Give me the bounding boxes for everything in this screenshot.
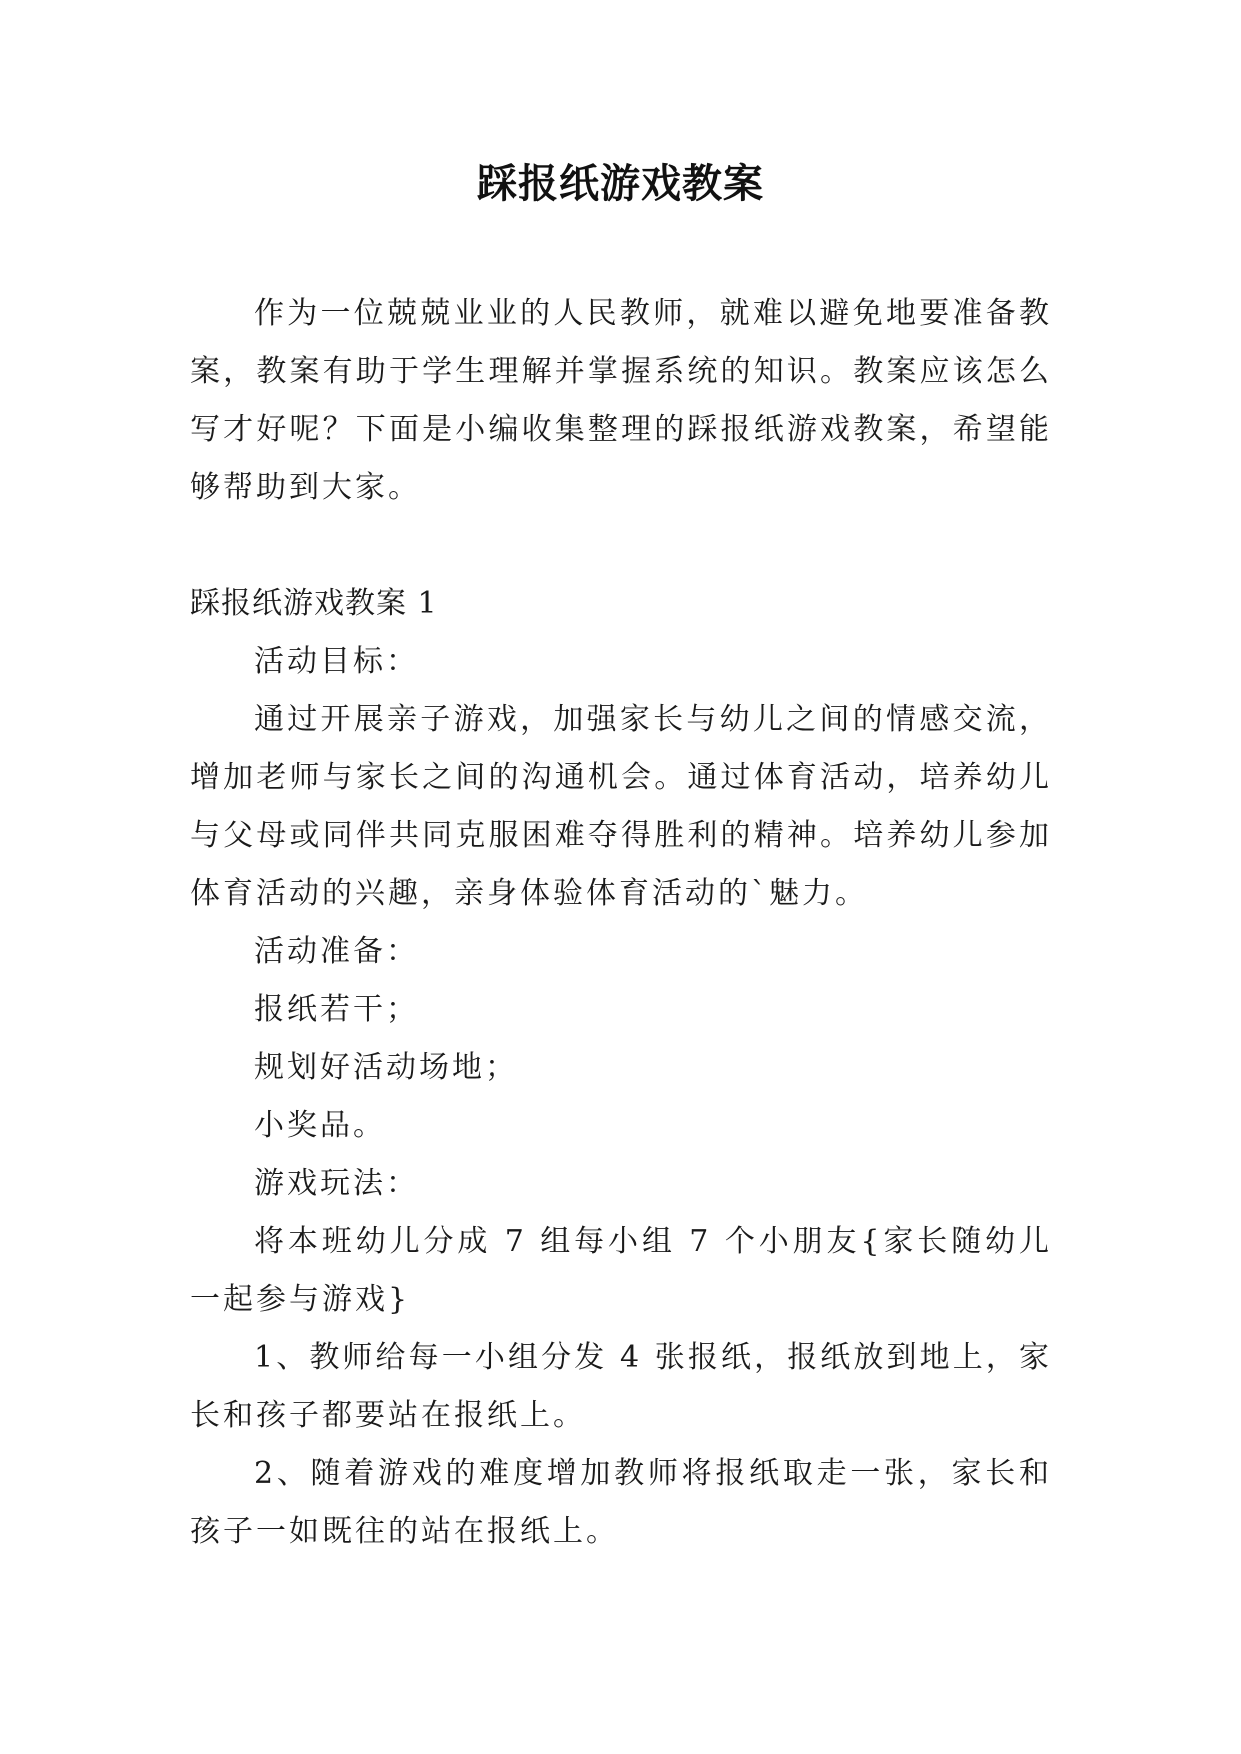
goal-heading: 活动目标：: [254, 644, 419, 679]
section-title: 踩报纸游戏教案 1: [190, 586, 438, 621]
prep-item: 小奖品。: [254, 1108, 386, 1143]
step-paragraph: 2、随着游戏的难度增加教师将报纸取走一张，家长和孩子一如既往的站在报纸上。: [190, 1456, 1052, 1549]
document-title: 踩报纸游戏教案: [477, 160, 764, 207]
goal-paragraph: 通过开展亲子游戏，加强家长与幼儿之间的情感交流，增加老师与家长之间的沟通机会。通过体育活动，培养幼儿与父母或同伴共同克服困难夺得胜利的精神。培养幼儿参加体育活动的兴趣，亲身体验体育活动的`魅力。: [190, 702, 1052, 911]
intro-paragraph: 作为一位兢兢业业的人民教师，就难以避免地要准备教案，教案有助于学生理解并掌握系统的知识。教案应该怎么写才好呢？下面是小编收集整理的踩报纸游戏教案，希望能够帮助到大家。: [190, 296, 1052, 505]
step-paragraph: 1、教师给每一小组分发 4 张报纸，报纸放到地上，家长和孩子都要站在报纸上。: [190, 1340, 1052, 1433]
play-heading: 游戏玩法：: [254, 1166, 419, 1201]
prep-item: 规划好活动场地；: [254, 1050, 518, 1085]
prep-heading: 活动准备：: [254, 934, 419, 969]
document-body: [190, 285, 1052, 1561]
prep-item: 报纸若干；: [254, 992, 419, 1027]
play-intro-paragraph: 将本班幼儿分成 7 组每小组 7 个小朋友{家长随幼儿一起参与游戏}: [190, 1224, 1052, 1317]
